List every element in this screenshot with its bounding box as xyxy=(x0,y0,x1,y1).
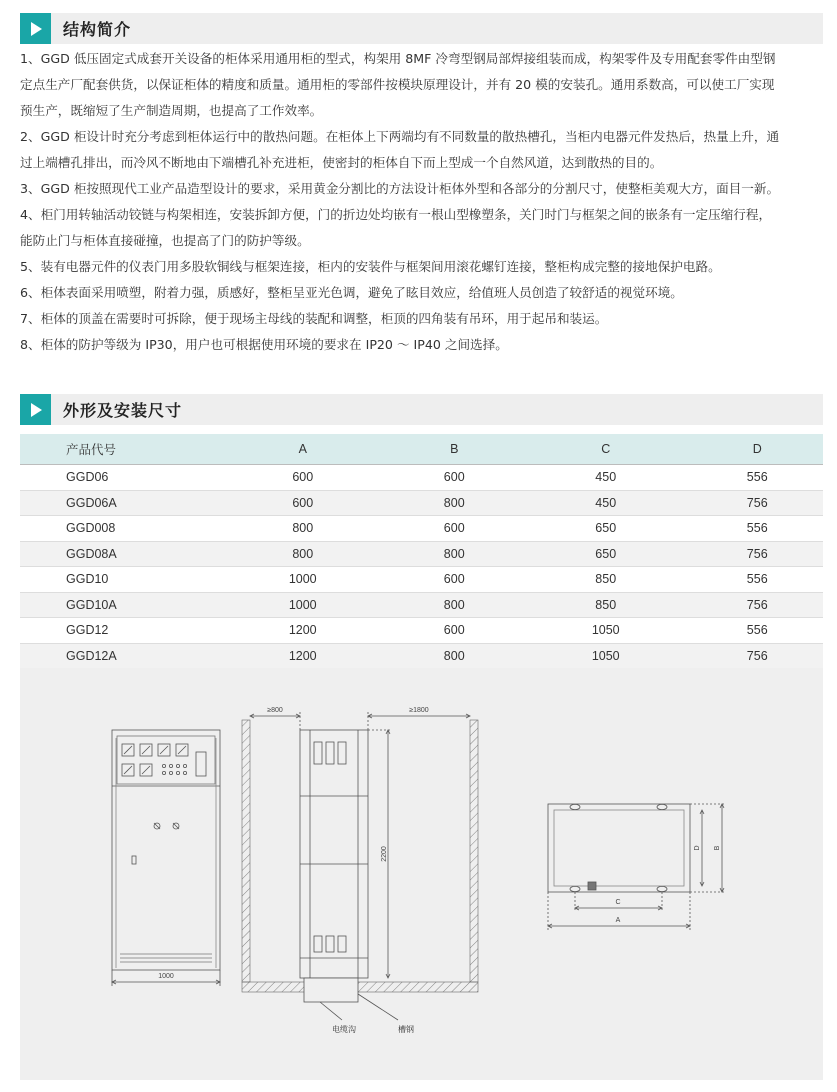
dimensions-table xyxy=(20,434,823,669)
meter-boxes xyxy=(122,744,206,776)
side-view xyxy=(242,707,478,1034)
paragraph-6: 6、柜体表面采用喷塑，附着力强，质感好，整柜呈亚光色调，避免了眩目效应，给值班人员创造了较舒适的视觉环境。 xyxy=(20,285,683,300)
table-row: GGD08A 800 800 650 756 xyxy=(20,541,823,567)
cable-trench-label: 电缆沟 xyxy=(332,1025,356,1034)
front-width-label: 1000 xyxy=(158,973,174,980)
paragraph-1: 1、GGD 低压固定式成套开关设备的柜体采用通用柜的型式，构架用 8MF 冷弯型钢局部焊接组装而成，构架零件及专用配套零件由型钢 定点生产厂配套供货，以保证柜体的精度和质量。通用柜的零部件按模块原理设计，并有 20 模的安装孔。通用系数高，可以使工厂实现 预生产，既缩短了生产制造周期，也提高了工作效率。 xyxy=(20,51,776,118)
bottom-vent xyxy=(120,954,212,962)
table-header-row xyxy=(20,434,823,465)
paragraph-3: 3、GGD 柜按照现代工业产品造型设计的要求，采用黄金分割比的方法设计柜体外型和各部分的分割尺寸，使整柜美观大方，面目一新。 xyxy=(20,181,780,196)
plan-label-d: D xyxy=(694,845,701,851)
column-header: B xyxy=(388,434,520,465)
paragraph-2: 2、GGD 柜设计时充分考虑到柜体运行中的散热问题。在柜体上下两端均有不同数量的散热槽孔，当柜内电器元件发热后，热量上升，通 过上端槽孔排出，而冷风不断地由下端槽孔补充进柜，使密封的柜体自下而上型成一个自然风道，达到散热的目的。 xyxy=(20,129,780,170)
paragraph-5: 5、装有电器元件的仪表门用多股软铜线与框架连接，柜内的安装件与框架间用滚花螺钉连接，整柜构成完整的接地保护电路。 xyxy=(20,259,721,274)
right-wall xyxy=(470,720,478,982)
channel-steel-label: 槽钢 xyxy=(398,1025,414,1034)
paragraph-8: 8、柜体的防护等级为 IP30，用户也可根据使用环境的要求在 IP20 ～ IP40 之间选择。 xyxy=(20,337,508,352)
table-row: GGD12 1200 600 1050 556 xyxy=(20,618,823,644)
plan-label-a: A xyxy=(615,917,621,924)
table-row: GGD12A 1200 800 1050 756 xyxy=(20,643,823,669)
rear-clearance-label: ≥1800 xyxy=(409,707,429,714)
paragraph-4: 4、柜门用转轴活动铰链与构架相连，安装拆卸方便，门的折边处均嵌有一根山型橡塑条，关门时门与框架之间的嵌条有一定压缩行程， 能防止门与柜体直接碰撞，也提高了门的防护等级。 xyxy=(20,207,772,248)
installation-drawing xyxy=(20,668,823,1080)
plan-view xyxy=(548,804,726,930)
table-row: GGD008 800 600 650 556 xyxy=(20,516,823,542)
table-row: GGD06 600 600 450 556 xyxy=(20,465,823,491)
floor xyxy=(242,982,478,992)
left-wall xyxy=(242,720,250,982)
column-header: A xyxy=(217,434,388,465)
section-title: 结构简介 xyxy=(63,20,132,39)
section-title: 外形及安装尺寸 xyxy=(63,401,183,420)
column-header: C xyxy=(520,434,691,465)
section-header-structure xyxy=(20,13,823,44)
drawing-svg xyxy=(20,668,823,1080)
cable-trench xyxy=(304,978,358,1002)
front-clearance-label: ≥800 xyxy=(267,707,283,714)
front-view xyxy=(112,730,220,986)
paragraph-7: 7、柜体的顶盖在需要时可拆除，便于现场主母线的装配和调整，柜顶的四角装有吊环，用于起吊和装运。 xyxy=(20,311,608,326)
play-arrow-icon xyxy=(20,13,51,44)
plan-label-b: B xyxy=(714,845,721,851)
height-label: 2200 xyxy=(381,846,388,862)
structure-description xyxy=(20,46,826,358)
play-arrow-icon xyxy=(20,394,51,425)
column-header: 产品代号 xyxy=(20,434,217,465)
section-header-dimensions xyxy=(20,394,823,425)
column-header: D xyxy=(691,434,823,465)
plan-label-c: C xyxy=(615,899,621,906)
table-row: GGD06A 600 800 450 756 xyxy=(20,490,823,516)
door-switches xyxy=(132,823,179,864)
table-row: GGD10A 1000 800 850 756 xyxy=(20,592,823,618)
table-row: GGD10 1000 600 850 556 xyxy=(20,567,823,593)
